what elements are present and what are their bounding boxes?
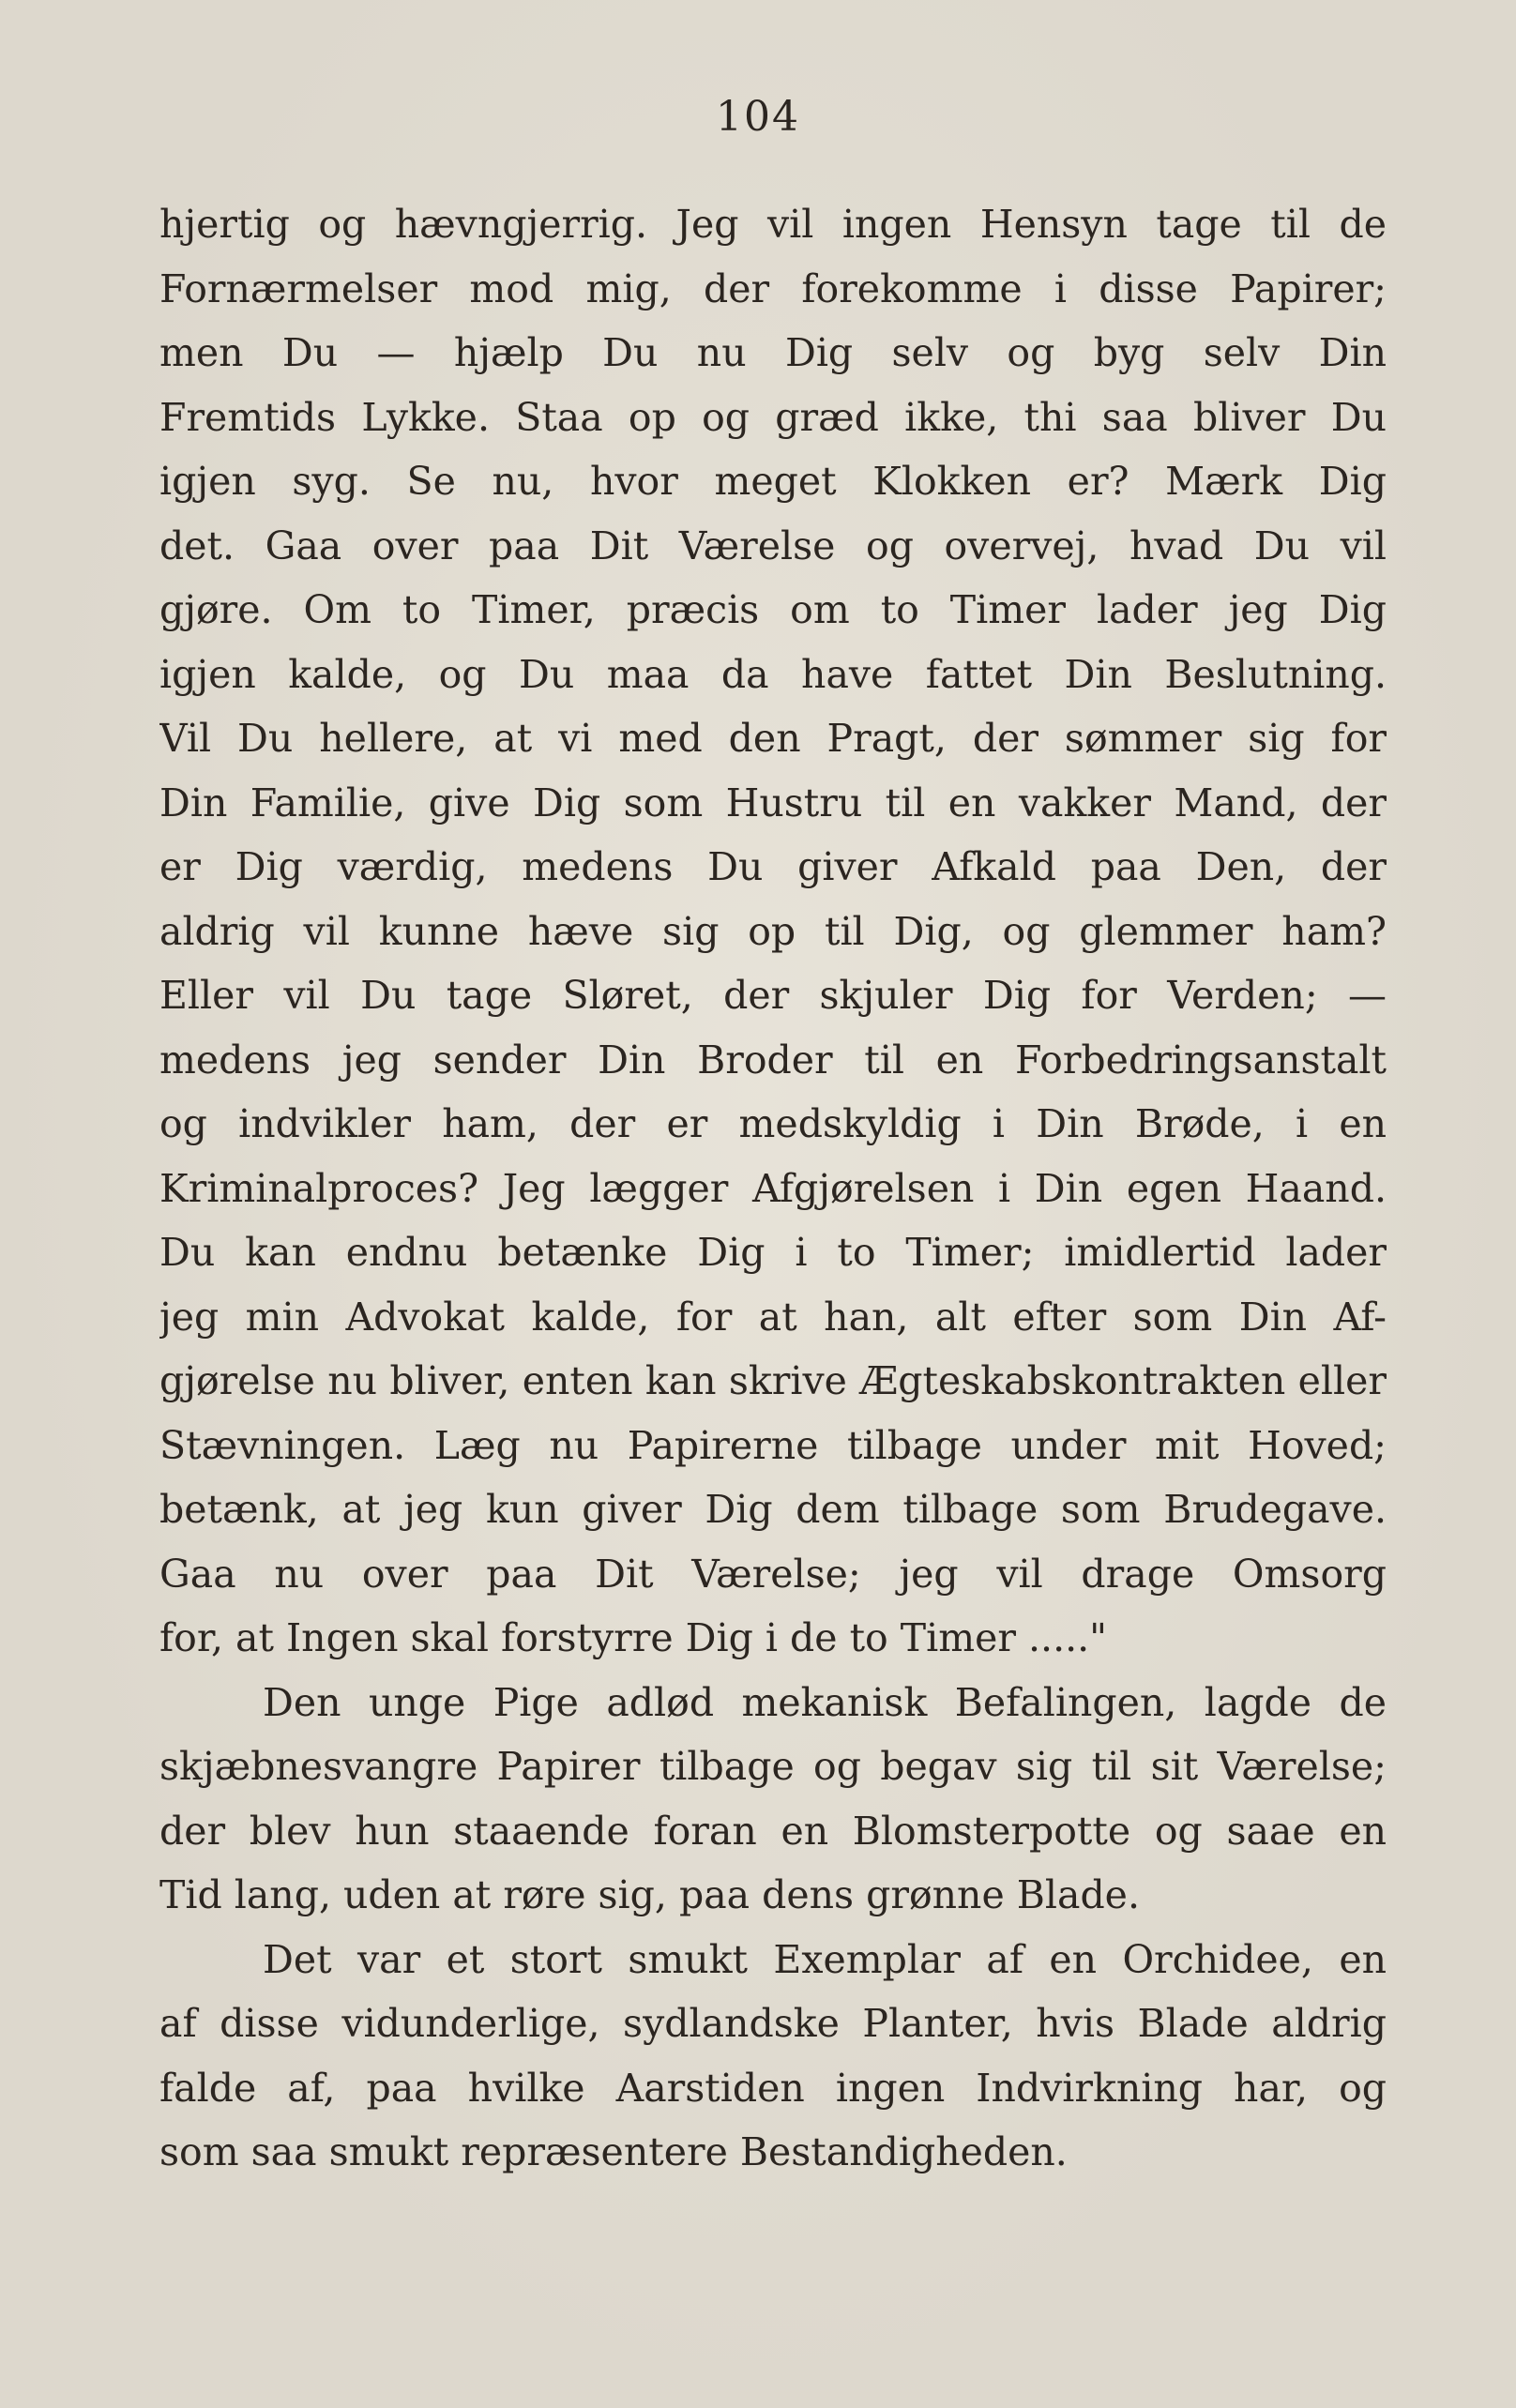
- text-line: Det var et stort smukt Exemplar af en Orchidee, en: [263, 1936, 1387, 1982]
- text-line: betænk, at jeg kun giver Dig dem tilbage som Brudegave.: [159, 1487, 1387, 1532]
- text-line: aldrig vil kunne hæve sig op til Dig, og glemmer ham?: [159, 908, 1387, 954]
- text-line: Fornærmelser mod mig, der forekomme i disse Papirer;: [159, 265, 1387, 311]
- text-line: af disse vidunderlige, sydlandske Planter, hvis Blade aldrig: [159, 2001, 1387, 2046]
- text-line: Gaa nu over paa Dit Værelse; jeg vil drage Omsorg: [159, 1551, 1387, 1597]
- text-line: der blev hun staaende foran en Blomsterpotte og saae en: [159, 1808, 1387, 1854]
- text-line: igjen syg. Se nu, hvor meget Klokken er? Mærk Dig: [159, 459, 1387, 504]
- text-line: jeg min Advokat kalde, for at han, alt efter som Din Af-: [159, 1294, 1387, 1340]
- text-line: Du kan endnu betænke Dig i to Timer; imidlertid lader: [159, 1230, 1387, 1275]
- body-text: [159, 192, 1387, 2185]
- text-line: som saa smukt repræsentere Bestandigheden.: [159, 2129, 1068, 2174]
- text-line: Kriminalproces? Jeg lægger Afgjørelsen i Din egen Haand.: [159, 1165, 1387, 1211]
- text-line: igjen kalde, og Du maa da have fattet Din Beslutning.: [159, 651, 1387, 697]
- text-line: Den unge Pige adlød mekanisk Befalingen, lagde de: [263, 1679, 1387, 1725]
- text-line: gjøre. Om to Timer, præcis om to Timer lader jeg Dig: [159, 587, 1387, 632]
- text-line: Din Familie, give Dig som Hustru til en vakker Mand, der: [159, 780, 1387, 825]
- text-line: Tid lang, uden at røre sig, paa dens grønne Blade.: [159, 1872, 1140, 1917]
- text-line: Fremtids Lykke. Staa op og græd ikke, thi saa bliver Du: [159, 394, 1387, 440]
- text-line: men Du — hjælp Du nu Dig selv og byg selv Din: [159, 330, 1387, 375]
- text-line: for, at Ingen skal forstyrre Dig i de to Timer .....": [159, 1615, 1108, 1660]
- text-line: falde af, paa hvilke Aarstiden ingen Indvirkning har, og: [159, 2065, 1387, 2111]
- text-line: skjæbnesvangre Papirer tilbage og begav sig til sit Værelse;: [159, 1744, 1387, 1789]
- text-line: hjertig og hævngjerrig. Jeg vil ingen Hensyn tage til de: [159, 202, 1387, 247]
- page-number: 104: [716, 93, 800, 141]
- text-line: Eller vil Du tage Sløret, der skjuler Dig for Verden; —: [159, 973, 1387, 1018]
- text-line: er Dig værdig, medens Du giver Afkald paa Den, der: [159, 844, 1387, 889]
- text-line: gjørelse nu bliver, enten kan skrive Ægteskabskontrakten eller: [159, 1358, 1387, 1403]
- text-line: og indvikler ham, der er medskyldig i Din Brøde, i en: [159, 1101, 1387, 1146]
- text-line: medens jeg sender Din Broder til en Forbedringsanstalt: [159, 1037, 1387, 1083]
- text-line: det. Gaa over paa Dit Værelse og overvej, hvad Du vil: [159, 522, 1387, 568]
- text-line: Stævningen. Læg nu Papirerne tilbage under mit Hoved;: [159, 1422, 1387, 1468]
- text-line: Vil Du hellere, at vi med den Pragt, der sømmer sig for: [159, 716, 1387, 761]
